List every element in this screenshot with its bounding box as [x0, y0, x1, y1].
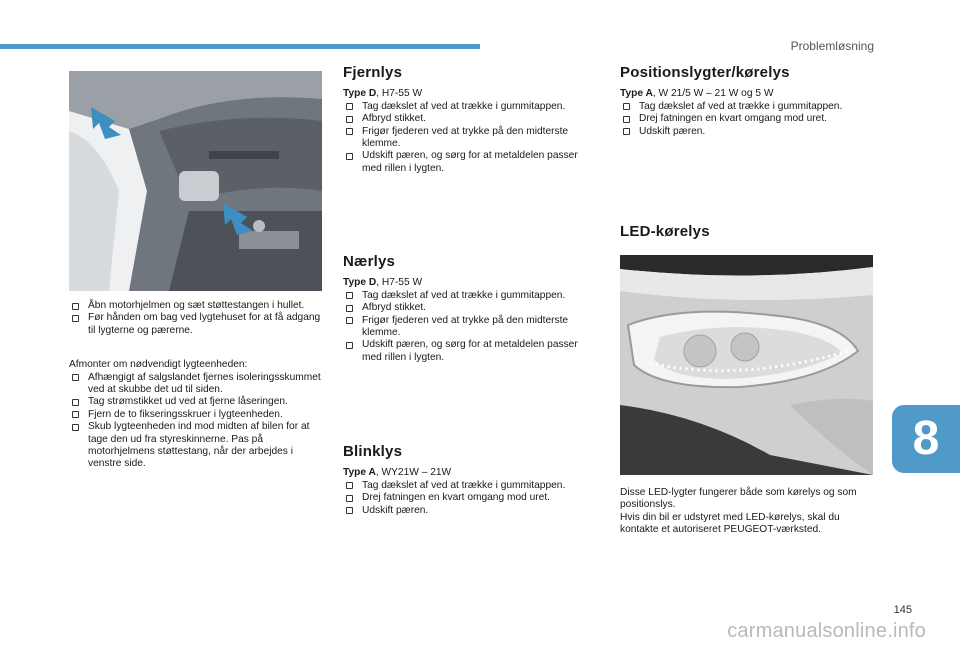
list-item: Før hånden om bag ved lygtehuset for at få adgang til lygterne og pærerne. [69, 312, 327, 337]
list-item: Åbn motorhjelmen og sæt støttestangen i hullet. [69, 300, 327, 312]
list-item: Udskift pæren, og sørg for at metaldelen passer med rillen i lygten. [343, 150, 599, 175]
list-item: Tag dækslet af ved at trække i gummitappen. [620, 101, 878, 113]
steps-list [343, 101, 599, 175]
list-item: Tag dækslet af ved at trække i gummitappen. [343, 480, 599, 492]
list-item: Udskift pæren. [343, 505, 599, 517]
bulb-type: Type A, WY21W – 21W [343, 467, 452, 479]
list-item: Skub lygteenheden ind mod midten af bilen for at tage den ud fra styreskinnerne. Pas på motorhjelmens støttestang, når der arbejdes i venstre side. [69, 421, 327, 471]
section-naerlys [343, 253, 599, 364]
heading-led-korelys: LED-kørelys [620, 223, 710, 240]
procedure-list-b [69, 372, 327, 471]
heading-blinklys: Blinklys [343, 443, 403, 460]
list-item: Frigør fjederen ved at trykke på den midterste klemme. [343, 126, 599, 151]
steps-list [343, 290, 599, 364]
bulb-type: Type D, H7-55 W [343, 277, 423, 289]
list-item: Afhængigt af salgslandet fjernes isoleringsskummet ved at skubbe det ud til siden. [69, 372, 327, 397]
bulb-type: Type A, W 21/5 W – 21 W og 5 W [620, 88, 774, 100]
list-item: Drej fatningen en kvart omgang mod uret. [620, 113, 878, 125]
list-item: Tag dækslet af ved at trække i gummitappen. [343, 290, 599, 302]
engine-bay-illustration [69, 71, 322, 291]
watermark: carmanualsonline.info [727, 620, 926, 642]
section-fjernlys [343, 64, 599, 175]
section-led-korelys [620, 223, 878, 247]
section-blinklys [343, 443, 599, 517]
chapter-tab: 8 [892, 405, 960, 473]
header-accent-bar [0, 44, 480, 49]
list-item: Tag strømstikket ud ved at fjerne låseringen. [69, 396, 327, 408]
list-item: Fjern de to fikseringsskruer i lygteenheden. [69, 409, 327, 421]
list-item: Tag dækslet af ved at trække i gummitappen. [343, 101, 599, 113]
intro-text: Afmonter om nødvendigt lygteenheden: [69, 359, 248, 371]
heading-positionslygter: Positionslygter/kørelys [620, 64, 790, 81]
bulb-type: Type D, H7-55 W [343, 88, 423, 100]
steps-list [620, 101, 878, 138]
heading-naerlys: Nærlys [343, 253, 396, 270]
led-headlight-illustration [620, 255, 873, 475]
list-item: Udskift pæren, og sørg for at metaldelen passer med rillen i lygten. [343, 339, 599, 364]
list-item: Afbryd stikket. [343, 113, 599, 125]
section-title: Problemløsning [790, 39, 874, 53]
heading-fjernlys: Fjernlys [343, 64, 403, 81]
steps-list [343, 480, 599, 517]
list-item: Afbryd stikket. [343, 302, 599, 314]
led-text-1: Disse LED-lygter fungerer både som kørelys og som positionslys. [620, 487, 857, 511]
led-text-2: Hvis din bil er udstyret med LED-kørelys, skal du kontakte et autoriseret PEUGEOT-værksted. [620, 511, 840, 536]
section-positionslygter [620, 64, 878, 138]
page-number: 145 [893, 604, 912, 616]
led-description [620, 487, 870, 537]
procedure-list-a [69, 300, 327, 337]
list-item: Udskift pæren. [620, 126, 878, 138]
list-item: Frigør fjederen ved at trykke på den midterste klemme. [343, 315, 599, 340]
column-left [69, 300, 327, 471]
list-item: Drej fatningen en kvart omgang mod uret. [343, 492, 599, 504]
